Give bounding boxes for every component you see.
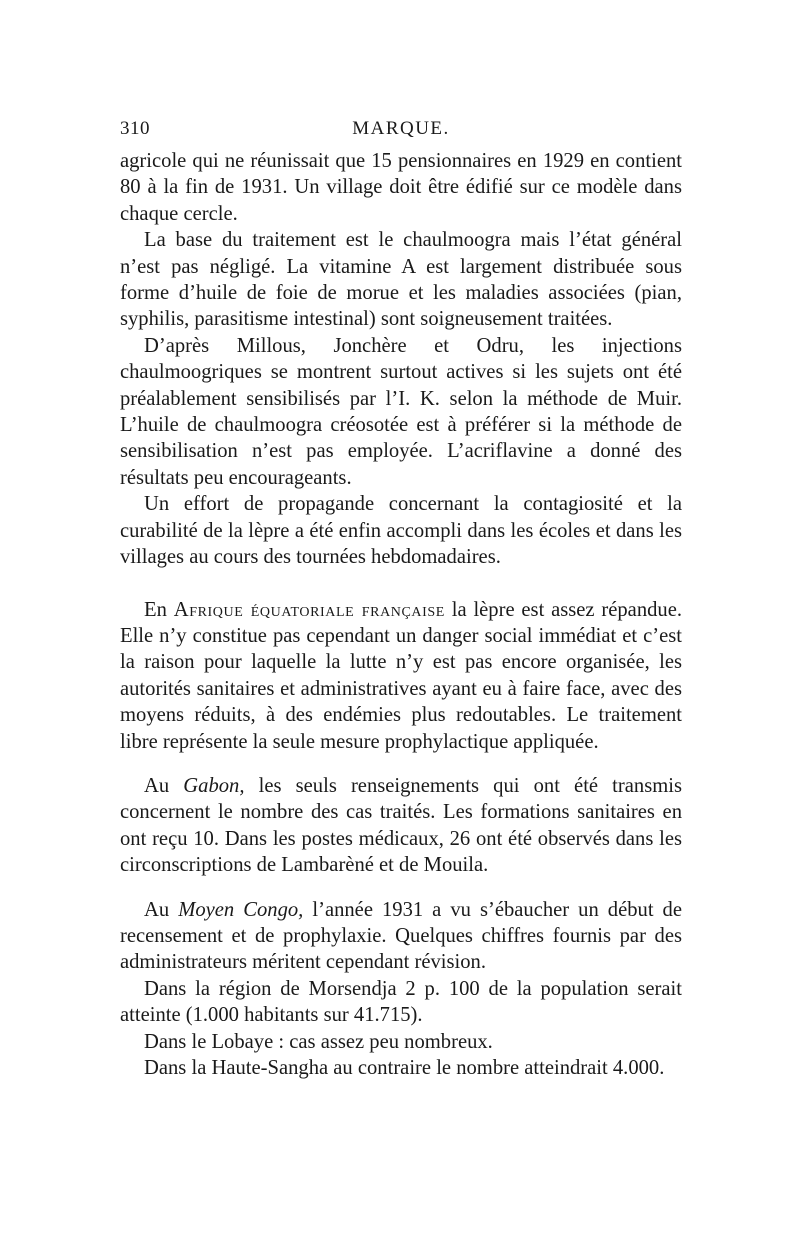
paragraph-text: l’année 1931 a vu s’ébaucher un début de recensement et de prophylaxie. Quelques chiffres fournis par des administrateurs méritent cependant révision.	[120, 898, 682, 974]
paragraph-propaganda	[120, 491, 682, 570]
paragraph-moyen-congo	[120, 897, 682, 976]
paragraph-text: La base du traitement est le chaulmoogra mais l’état général n’est pas négligé. La vitamine A est largement distribuée sous forme d’huile de foie de morue et les maladies associées (pian, syphilis, parasitisme intestinal) sont soigneusement traitées.	[120, 229, 682, 331]
paragraph-lobaye	[120, 1029, 682, 1055]
paragraph-text: Dans la région de Morsendja 2 p. 100 de la population serait atteinte (1.000 habitants sur 41.715).	[120, 977, 682, 1027]
paragraph-injections	[120, 333, 682, 491]
paragraph-haute-sangha	[120, 1055, 682, 1081]
paragraph-text: Dans la Haute-Sangha au contraire le nombre atteindrait 4.000.	[144, 1057, 665, 1079]
paragraph-continuation	[120, 148, 682, 227]
paragraph-text: D’après Millous, Jonchère et Odru, les injections chaulmoogriques se montrent surtout actives si les sujets ont été préalablement sensibilisés par l’I. K. selon la méthode de Muir. L’huile de chaulmoogra créosotée est à préférer si la méthode de sensibilisation n’est pas employée. L’acriflavine a donné des résultats peu encourageants.	[120, 334, 682, 489]
paragraph-treatment	[120, 227, 682, 333]
paragraph-lead: Au	[144, 774, 170, 797]
paragraph-text: Un effort de propagande concernant la contagiosité et la curabilité de la lèpre a été enfin accompli dans les écoles et dans les villages au cours des tournées hebdomadaires.	[120, 493, 682, 569]
paragraph-lead: Au	[144, 898, 170, 921]
paragraph-morsendja	[120, 976, 682, 1029]
paragraph-text: Dans le Lobaye : cas assez peu nombreux.	[144, 1030, 493, 1053]
paragraph-afrique-equatoriale	[120, 597, 682, 755]
paragraph-lead: En	[144, 598, 167, 621]
paragraph-text: agricole qui ne réunissait que 15 pensionnaires en 1929 en contient 80 à la fin de 1931. Un village doit être édifié sur ce modèle dans chaque cercle.	[120, 150, 682, 225]
paragraph-gabon	[120, 773, 682, 879]
paragraph-text: la lèpre est assez répandue. Elle n’y constitue pas cependant un danger social immédiat et c’est la raison pour laquelle la lutte n’y est pas encore organisée, les autorités sanitaires et administratives ayant eu à faire face, avec des moyens réduits, à des endémies plus redoutables. Le traitement libre représente la seule mesure prophylactique appliquée.	[120, 598, 683, 753]
region-name-italic: Gabon,	[183, 774, 245, 797]
region-name-smallcaps: Afrique équatoriale française	[173, 598, 445, 621]
page-number: 310	[120, 118, 150, 139]
paragraph-text: les seuls renseignements qui ont été transmis concernent le nombre des cas traités. Les formations sanitaires en ont reçu 10. Dans les postes médicaux, 26 ont été observés dans les circonscriptions de Lambarèné et de Mouila.	[120, 774, 682, 877]
document-page	[120, 118, 682, 1081]
running-header	[120, 118, 682, 148]
running-title: MARQUE.	[352, 118, 450, 139]
region-name-italic: Moyen Congo,	[178, 898, 304, 921]
